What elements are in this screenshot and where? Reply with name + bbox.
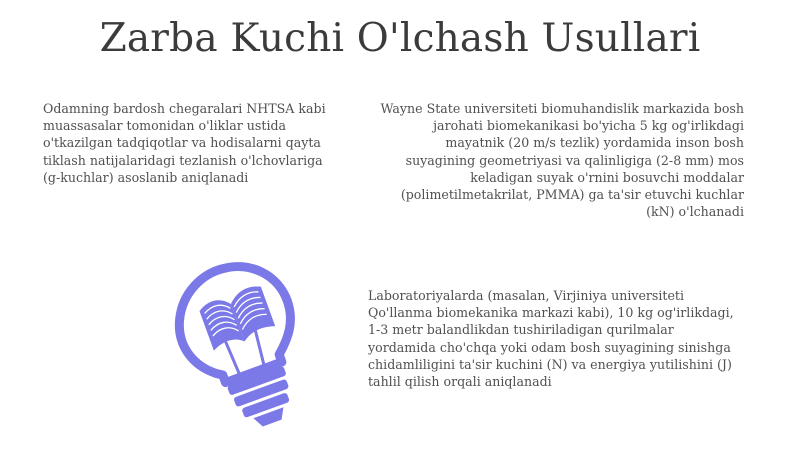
slide-title: Zarba Kuchi O'lchash Usullari — [99, 16, 701, 61]
lightbulb-with-book-icon — [168, 250, 318, 440]
paragraph-wayne-state: Wayne State universiteti biomuhandislik markazida bosh jarohati biomekanikasi bo'yicha 5 kg og'irlikdagi mayatnik (20 m/s tezlik) yordamida inson bosh suyagining geometriyasi va qalinligiga (2-8 mm) mos keladigan suyak o'rnini bosuvchi moddalar (polimetilmetakrilat, PMMA) ga ta'sir etuvchi kuchlar (kN) o'lchanadi — [380, 101, 744, 220]
paragraph-nhtsa: Odamning bardosh chegaralari NHTSA kabi muassasalar tomonidan o'liklar ustida o'tkazilgan tadqiqotlar va hodisalarni qayta tiklash natijalaridagi tezlanish o'lchovlariga (g-kuchlar) asoslanib aniqlanadi — [43, 101, 326, 185]
paragraph-laboratories: Laboratoriyalarda (masalan, Virjiniya universiteti Qo'llanma biomekanika markazi kabi), 10 kg og'irlikdagi, 1-3 metr balandlikdan tushiriladigan qurilmalar yordamida cho'chqa yoki odam bosh suyagining sinishga chidamliligini ta'sir kuchini (N) va energiya yutilishini (J) tahlil qilish orqali aniqlanadi — [368, 288, 734, 390]
